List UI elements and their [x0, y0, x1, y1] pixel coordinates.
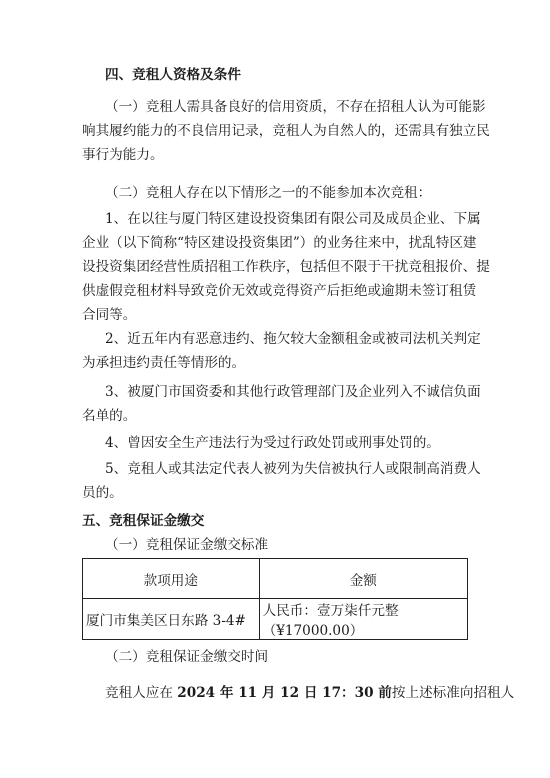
- s4-p1-line1: （一）竞租人需具备良好的信用资质，不存在招租人认为可能影: [105, 99, 486, 115]
- section-5-heading: 五、竞租保证金缴交: [82, 513, 205, 529]
- table-header-amount: 金额: [259, 559, 467, 599]
- s4-item5-line2: 员的。: [82, 485, 123, 501]
- s4-item1-line1: 1、在以往与厦门特区建设投资集团有限公司及成员企业、下属: [105, 211, 481, 227]
- s4-item1-line3: 设投资集团经营性质招租工作秩序，包括但不限于干扰竞租报价、提: [82, 259, 490, 275]
- s4-item3-line1: 3、被厦门市国资委和其他行政管理部门及企业列入不诚信负面: [105, 384, 481, 400]
- s4-item3-line2: 名单的。: [82, 408, 137, 424]
- s4-item5-line1: 5、竞租人或其法定代表人被列为失信被执行人或限制高消费人: [105, 461, 481, 477]
- s4-item1-line2: 企业（以下简称“特区建设投资集团”）的业务往来中，扰乱特区建: [82, 235, 477, 251]
- table-header-purpose: 款项用途: [83, 559, 260, 599]
- s5-last-suffix: 按上述标准向招租人: [391, 685, 515, 701]
- section-4-heading: 四、竞租人资格及条件: [105, 67, 241, 83]
- s4-item1-line5: 合同等。: [82, 307, 137, 323]
- s4-item1-line4: 供虚假竞租材料导致竞价无效或竞得资产后拒绝或逾期未签订租赁: [82, 283, 477, 299]
- deposit-table: [82, 558, 468, 640]
- s4-p2: （二）竞租人存在以下情形之一的不能参加本次竞租：: [105, 185, 432, 201]
- s4-p1-line2: 响其履约能力的不良信用记录，竞租人为自然人的，还需具有独立民: [82, 123, 490, 139]
- table-row: [83, 599, 468, 640]
- table-header-row: [83, 559, 468, 599]
- s4-item4: 4、曾因安全生产违法行为受过行政处罚或刑事处罚的。: [105, 435, 440, 451]
- table-cell-purpose: 厦门市集美区日东路 3-4#: [83, 599, 260, 640]
- s5-last-line: [105, 684, 514, 702]
- s4-item2-line2: 为承担违约责任等情形的。: [82, 355, 246, 371]
- s4-item2-line1: 2、近五年内有恶意违约、拖欠较大金额租金或被司法机关判定: [105, 331, 481, 347]
- s5-sub2: （二）竞租保证金缴交时间: [105, 649, 269, 665]
- s5-sub1: （一）竞租保证金缴交标准: [105, 537, 269, 553]
- s5-last-deadline: 2024 年 11 月 12 日 17：30 前: [177, 685, 392, 701]
- table-cell-amount: 人民币：壹万柒仟元整（¥17000.00）: [259, 599, 467, 640]
- s5-last-prefix: 竞租人应在: [105, 685, 178, 701]
- s4-p1-line3: 事行为能力。: [82, 147, 164, 163]
